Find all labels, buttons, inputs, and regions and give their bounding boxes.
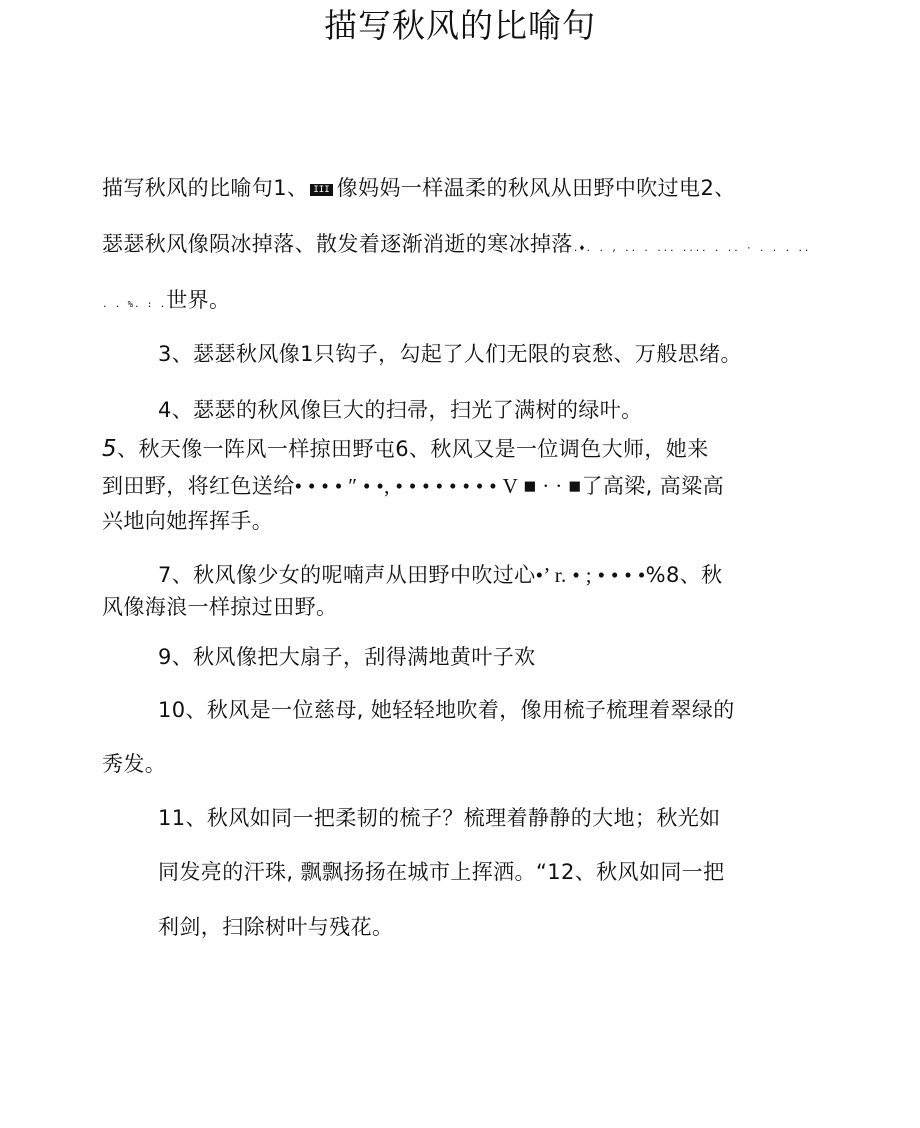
paragraph-line — [102, 749, 166, 779]
line-text: %8、秋 — [645, 563, 723, 587]
scan-noise: . . %. : . — [102, 300, 167, 310]
paragraph-line — [158, 857, 725, 887]
line-text: 利剑，扫除树叶与残花。 — [158, 915, 394, 939]
line-text: 7、秋风像少女的呢喃声从田野中吹过心 — [158, 563, 536, 587]
line-text: 兴地向她挥挥手。 — [102, 509, 274, 533]
line-text: 4、瑟瑟的秋风像巨大的扫帚，扫光了满树的绿叶。 — [158, 398, 643, 422]
line-text: 描写秋风的比喻句1、 — [102, 176, 309, 200]
paragraph-line — [158, 912, 393, 942]
line-text: 瑟瑟秋风像陨冰掉落、散发着逐渐消逝的寒冰掉落 — [102, 232, 573, 256]
paragraph-line — [158, 695, 735, 725]
paragraph-line — [102, 229, 810, 264]
line-text: 像妈妈一样温柔的秋风从田野中吹过电2、 — [336, 176, 736, 200]
line-text: 、秋天像一阵风一样掠田野屯6、秋风又是一位调色大师，她来 — [117, 437, 709, 461]
paragraph-line — [158, 395, 643, 425]
line-text: 同发亮的汗珠, 飘飘扬扬在城市上挥洒。“12、秋风如同一把 — [158, 860, 725, 884]
line-text: 了高梁, 高粱高 — [581, 474, 724, 498]
scan-noise: •’ r. • ; • • • • — [535, 563, 646, 587]
document-title: 描写秋风的比喻句 — [324, 6, 596, 45]
paragraph-line — [102, 285, 230, 320]
line-text: 10、秋风是一位慈母, 她轻轻地吹着，像用梳子梳理着翠绿的 — [158, 698, 735, 722]
scan-noise: • • • • ″ • •, • • • • • • • • V ■ · · ■ — [294, 474, 582, 498]
line-text: 风像海浪一样掠过田野。 — [102, 595, 338, 619]
line-text: 3、瑟瑟秋风像1只钩子，勾起了人们无限的哀愁、万般思绪。 — [158, 342, 742, 366]
inline-tag: III — [310, 184, 332, 196]
paragraph-line — [158, 339, 742, 369]
paragraph-line — [102, 434, 709, 464]
paragraph-line — [158, 803, 721, 833]
line-text: 9、秋风像把大扇子，刮得满地黄叶子欢 — [158, 645, 536, 669]
scan-noise: .♦. . , .. . ... .... . .. · . . . .. — [572, 244, 811, 254]
paragraph-line — [102, 506, 273, 536]
paragraph-line — [158, 560, 723, 590]
paragraph-line — [102, 471, 724, 501]
line-text: 世界。 — [166, 288, 231, 312]
paragraph-line — [102, 592, 337, 622]
item-number: 5 — [102, 436, 118, 462]
paragraph-line — [158, 642, 536, 672]
paragraph-line — [102, 173, 736, 203]
line-text: 到田野，将红色送给 — [102, 474, 295, 498]
line-text: 11、秋风如同一把柔韧的梳子？梳理着静静的大地；秋光如 — [158, 806, 721, 830]
line-text: 秀发。 — [102, 752, 167, 776]
